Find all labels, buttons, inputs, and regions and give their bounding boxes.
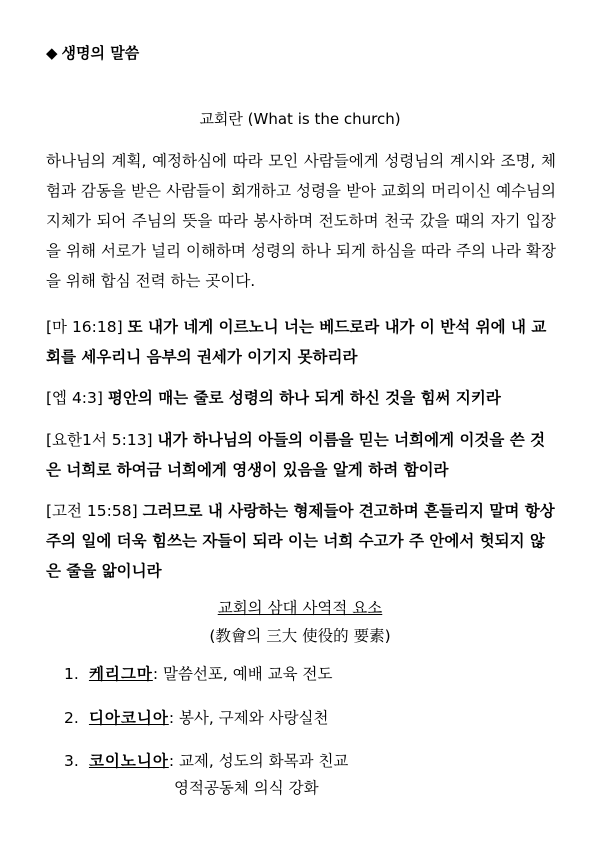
section-header [46,42,139,63]
list-description: : 봉사, 구제와 사랑실천 [168,709,329,727]
intro-paragraph: 하나님의 계획, 예정하심에 따라 모인 사람들에게 성령님의 계시와 조명, 체험과 감동을 받은 사람들이 회개하고 성령을 받아 교회의 머리이신 예수님의 지체가 되어 주님의 뜻을 따라 봉사하며 전도하며 천국 갔을 때의 자기 입장을 위해 서로가 널리 이해하며 성령의 하나 되게 하심을 따라 주의 나라 확장을 위해 합심 전력 하는 곳이다. [46,152,556,290]
verse-ephesians [46,383,556,413]
verse-reference: [요한1서 5:13] [46,431,153,449]
verse-text: 내가 하나님의 아들의 이름을 믿는 너희에게 이것을 쓴 것은 너희로 하여금 너희에게 영생이 있음을 알게 하려 함이라 [46,431,546,479]
list-description-continued: 영적공동체 의식 강화 [174,779,319,797]
list-number: 2. [64,709,79,727]
verse-reference: [엡 4:3] [46,389,103,407]
ministry-subtitle: (教會의 三大 使役的 要素) [209,627,391,645]
list-item [64,706,329,728]
list-description: : 말씀선포, 예배 교육 전도 [152,665,333,683]
verse-matthew [46,312,556,372]
verse-1john [46,425,556,485]
page-title: 교회란 (What is the church) [199,110,401,128]
list-number: 1. [64,665,79,683]
list-term: 케리그마 [88,665,153,683]
list-term: 디아코니아 [88,709,169,727]
list-term: 코이노니아 [88,752,169,770]
verse-text: 평안의 매는 줄로 성령의 하나 되게 하신 것을 힘써 지키라 [107,389,501,407]
list-item [64,749,348,771]
verse-text: 또 내가 네게 이르노니 너는 베드로라 내가 이 반석 위에 내 교회를 세우리니 음부의 권세가 이기지 못하리라 [46,318,547,366]
diamond-icon: ◆ [46,44,58,62]
verse-reference: [고전 15:58] [46,502,138,520]
list-description: : 교제, 성도의 화목과 친교 [168,752,349,770]
ministry-title: 교회의 삼대 사역적 요소 [217,599,383,617]
verse-reference: [마 16:18] [46,318,123,336]
section-header-label: 생명의 말씀 [61,44,140,62]
list-item [64,662,332,684]
verse-text: 그러므로 내 사랑하는 형제들아 견고하며 흔들리지 말며 항상 주의 일에 더욱 힘쓰는 자들이 되라 이는 너희 수고가 주 안에서 헛되지 않은 줄을 앎이니라 [46,502,555,580]
verse-1corinthians [46,496,556,586]
list-number: 3. [64,752,79,770]
